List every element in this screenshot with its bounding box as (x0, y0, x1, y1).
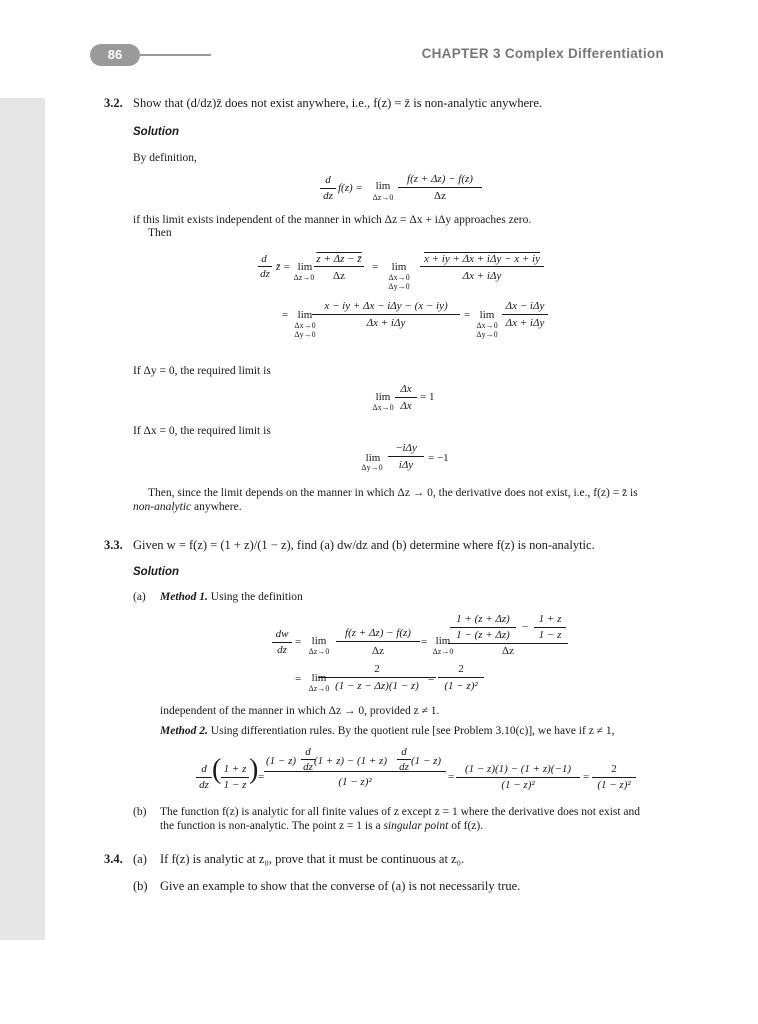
problem-3-4-number: 3.4. (104, 852, 123, 866)
solution-label: Solution (133, 566, 179, 578)
header-rule (139, 54, 211, 56)
if-limit-text: if this limit exists independent of the manner in which Δz = Δx + iΔy approaches zero. (133, 214, 532, 226)
problem-3-4-a-label: (a) (133, 852, 147, 866)
problem-3-4-b-label: (b) (133, 879, 148, 893)
problem-3-3-number: 3.3. (104, 538, 123, 552)
method-2-text: Method 2. Using differentiation rules. By the quotient rule [see Problem 3.10(c)], we have if z ≠ 1, (160, 725, 615, 737)
page-number: 86 (90, 44, 140, 66)
part-b-text-1: The function f(z) is analytic for all finite values of z except z = 1 where the derivative does not exist and (160, 806, 641, 818)
problem-3-4-a-text: If f(z) is analytic at z₀, prove that it must be continuous at z₀. (160, 852, 465, 866)
then-text: Then (148, 227, 172, 239)
conclusion-text-1: Then, since the limit depends on the manner in which Δz → 0, the derivative does not exist, i.e., f(z) = z̄ is (148, 487, 638, 499)
if-dx-zero-text: If Δx = 0, the required limit is (133, 425, 271, 437)
problem-3-2-statement: Show that (d/dz)z̄ does not exist anywhere, i.e., f(z) = z̄ is non-analytic anywhere. (133, 96, 542, 110)
part-a-label: (a) (133, 591, 146, 603)
part-b-text-2: the function is non-analytic. The point z = 1 is a singular point of f(z). (160, 820, 484, 832)
problem-3-4-b-text: Give an example to show that the converse of (a) is not necessarily true. (160, 879, 521, 893)
problem-3-3-statement: Given w = f(z) = (1 + z)/(1 − z), find (a) dw/dz and (b) determine where f(z) is non-analytic. (133, 538, 595, 552)
method-1-text: Method 1. Using the definition (160, 591, 303, 603)
problem-3-2-number: 3.2. (104, 96, 123, 110)
by-definition-text: By definition, (133, 152, 197, 164)
chapter-header: CHAPTER 3 Complex Differentiation (421, 46, 664, 61)
page-margin-band (0, 98, 45, 940)
conclusion-text-2: non-analytic anywhere. (133, 501, 242, 513)
if-dy-zero-text: If Δy = 0, the required limit is (133, 365, 271, 377)
solution-label: Solution (133, 126, 179, 138)
independent-text: independent of the manner in which Δz → 0, provided z ≠ 1. (160, 705, 440, 717)
part-b-label: (b) (133, 806, 147, 818)
